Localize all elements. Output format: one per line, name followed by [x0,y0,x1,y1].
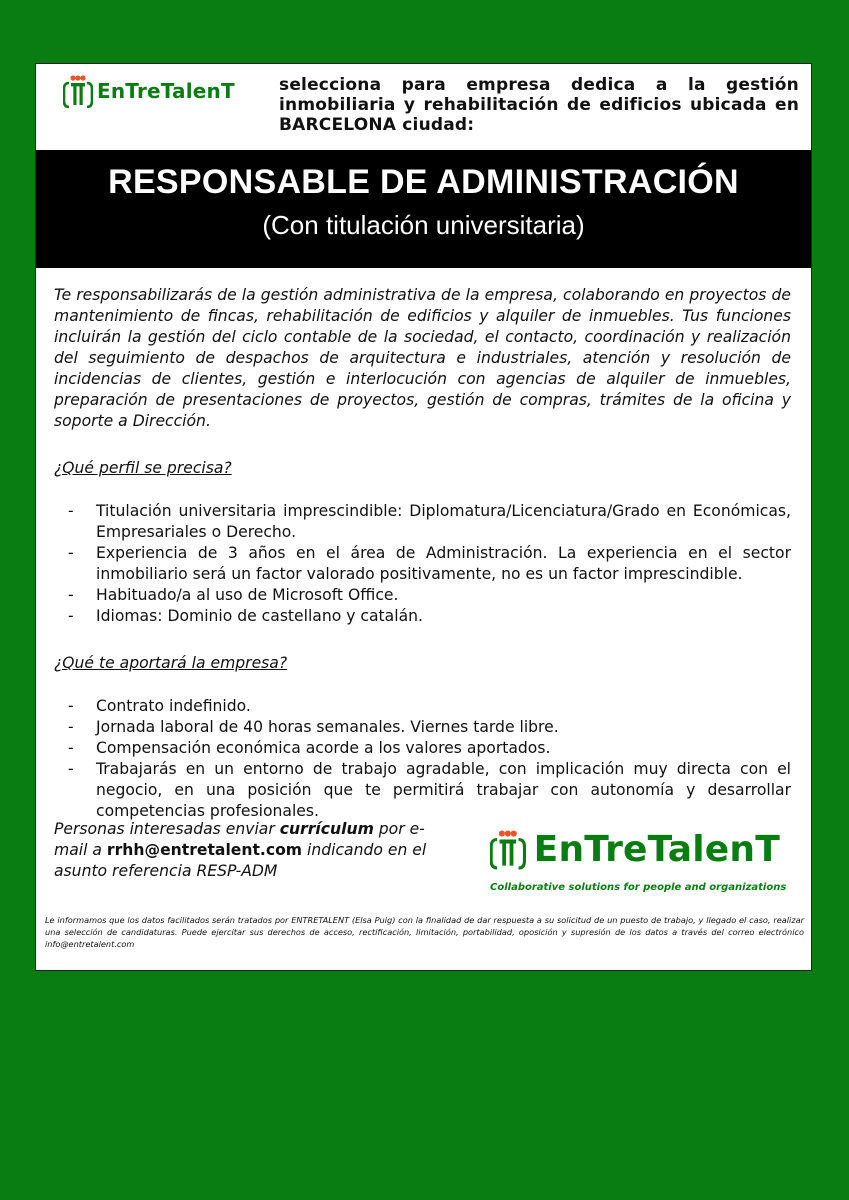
main-content [54,285,791,822]
logo-wordmark: EnTreTalenT [97,79,235,103]
profile-list [54,501,791,627]
contact-email[interactable]: rrhh@entretalent.com [106,841,303,859]
title-banner [36,150,811,268]
list-item: - Contrato indefinido. [68,697,251,715]
intro-text: selecciona para empresa dedica a la gestión inmobiliaria y rehabilitación de edificios ubicada en BARCELONA ciudad: [279,75,799,135]
list-item: - Idiomas: Dominio de castellano y catalán. [68,607,423,625]
list-item: - Titulación universitaria imprescindible: Diplomatura/Licenciatura/Grado en Económicas, Empresariales o Derecho. [68,502,791,541]
cv-keyword: currículum [279,820,374,838]
privacy-notice: Le informamos que los datos facilitados serán tratados por ENTRETALENT (Elsa Puig) con la finalidad de dar respuesta a su solicitud de un puesto de trabajo, y llegado el caso, realizar una selección de candidaturas. Puede ejercitar sus derechos de acceso, rectificación, limitación, portabilidad, oposición y supresión de los datos a través del correo electrónico info@entretalent.com [45,915,804,949]
entretalent-logo-icon [490,819,526,879]
list-item: - Compensación económica acorde a los valores aportados. [68,739,551,757]
company-logo [63,73,235,109]
offer-list [54,696,791,822]
entretalent-logo-icon [63,74,93,108]
footer-logo [490,819,787,893]
logo-tagline: Collaborative solutions for people and organizations [490,882,787,893]
offer-heading: ¿Qué te aportará la empresa? [54,654,288,672]
job-description: Te responsabilizarás de la gestión administrativa de la empresa, colaborando en proyectos de mantenimiento de fincas, rehabilitación de edificios y alquiler de inmuebles. Tus funciones incluirán la gestión del ciclo contable de la sociedad, el contacto, coordinación y realización del seguimiento de despachos de arquitectura e industriales, atención y resolución de incidencias de clientes, gestión e interlocución con agencias de alquiler de inmuebles, preparación de presentaciones de proyectos, gestión de compras, trámites de la oficina y soporte a Dirección. [54,286,791,430]
list-item: - Jornada laboral de 40 horas semanales. Viernes tarde libre. [68,718,559,736]
list-item: - Experiencia de 3 años en el área de Administración. La experiencia en el sector inmobiliario será un factor valorado positivamente, no es un factor imprescindible. [68,544,791,583]
job-posting-sheet [35,63,812,971]
job-subtitle: (Con titulación universitaria) [262,210,585,240]
profile-heading: ¿Qué perfil se precisa? [54,459,232,477]
footer-logo-wordmark: EnTreTalenT [533,828,780,870]
list-item: - Trabajarás en un entorno de trabajo agradable, con implicación muy directa con el negocio, en una posición que te permitirá trabajar con autonomía y desarrollar competencias profesionales. [68,760,791,820]
header [36,64,811,150]
job-title: RESPONSABLE DE ADMINISTRACIÓN [108,163,739,201]
contact-instructions: Personas interesadas enviar currículum por e-mail a rrhh@entretalent.com indicando en el asunto referencia RESP-ADM [54,820,427,880]
list-item: - Habituado/a al uso de Microsoft Office. [68,586,399,604]
